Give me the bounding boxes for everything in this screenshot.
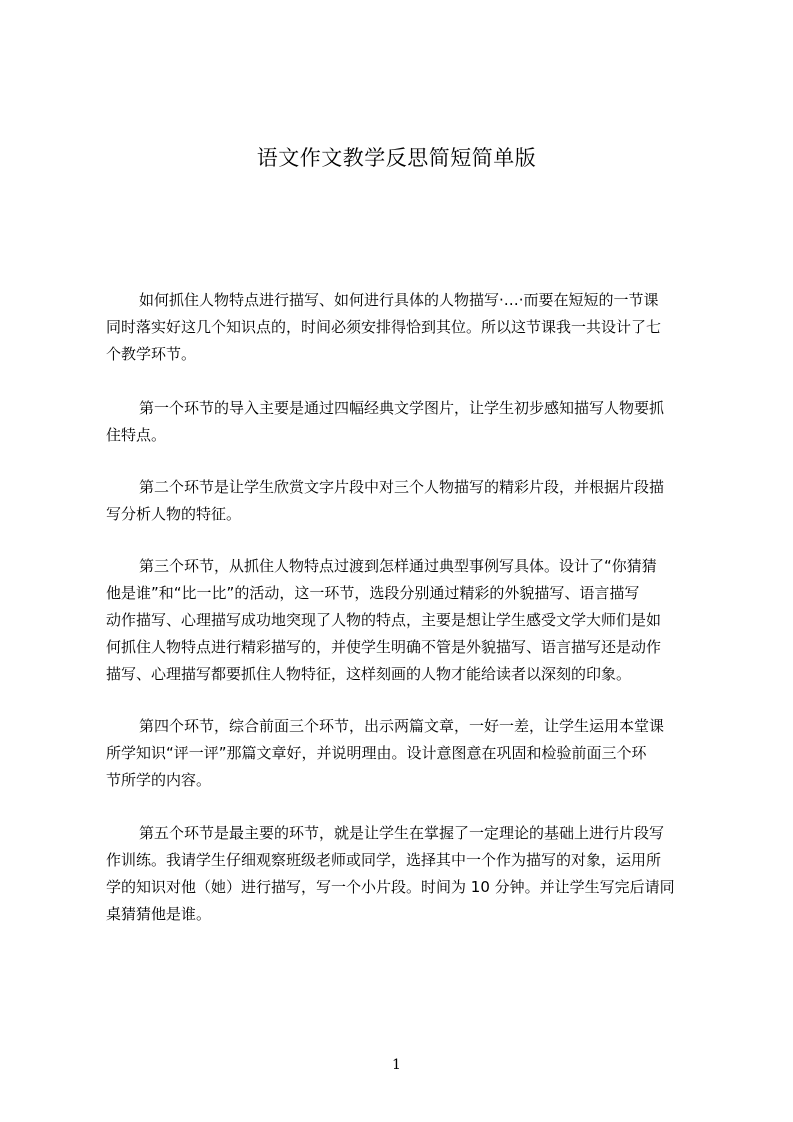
paragraph-line: 描写、心理描写都要抓住人物特征，这样刻画的人物才能给读者以深刻的印象。 [106, 665, 632, 683]
paragraph-line: 第四个环节，综合前面三个环节，出示两篇文章，一好一差，让学生运用本堂课 [139, 717, 665, 735]
paragraph-line: 写分析人物的特征。 [106, 505, 242, 523]
paragraph-line: 个教学环节。 [106, 345, 197, 363]
paragraph-step-5 [106, 820, 698, 928]
paragraph-line: 住特点。 [106, 426, 167, 444]
paragraph-line: 何抓住人物特点进行精彩描写的，并使学生明确不管是外貌描写、语言描写还是动作 [106, 638, 662, 656]
document-title: 语文作文教学反思简短简单版 [256, 146, 537, 170]
paragraph-line: 节所学的内容。 [106, 771, 212, 789]
paragraph-intro [106, 287, 698, 368]
paragraph-step-2 [106, 474, 698, 528]
paragraph-line: 同时落实好这几个知识点的，时间必须安排得恰到其位。所以这节课我一共设计了七 [106, 318, 662, 336]
paragraph-line: 如何抓住人物特点进行描写、如何进行具体的人物描写·…·而要在短短的一节课 [139, 291, 659, 309]
paragraph-line: 第二个环节是让学生欣赏文字片段中对三个人物描写的精彩片段，并根据片段描 [139, 478, 665, 496]
paragraph-step-3 [106, 553, 698, 688]
page-number: 1 [392, 1057, 401, 1073]
paragraph-line: 动作描写、心理描写成功地突现了人物的特点，主要是想让学生感受文学大师们是如 [106, 611, 662, 629]
paragraph-line: 第五个环节是最主要的环节，就是让学生在掌握了一定理论的基础上进行片段写 [139, 824, 665, 842]
paragraph-step-1 [106, 395, 698, 449]
paragraph-step-4 [106, 713, 698, 794]
paragraph-line: 第一个环节的导入主要是通过四幅经典文学图片，让学生初步感知描写人物要抓 [139, 399, 665, 417]
paragraph-line: 作训练。我请学生仔细观察班级老师或同学，选择其中一个作为描写的对象，运用所 [106, 851, 662, 869]
paragraph-line: 第三个环节，从抓住人物特点过渡到怎样通过典型事例写具体。设计了“你猜猜 [139, 557, 657, 575]
paragraph-line: 学的知识对他（她）进行描写，写一个小片段。时间为 10 分钟。并让学生写完后请同 [106, 878, 675, 896]
paragraph-line: 所学知识“评一评”那篇文章好，并说明理由。设计意图意在巩固和检验前面三个环 [106, 744, 647, 762]
paragraph-line: 他是谁”和“比一比”的活动，这一环节，选段分别通过精彩的外貌描写、语言描写 [106, 584, 640, 602]
paragraph-line: 桌猜猜他是谁。 [106, 905, 212, 923]
